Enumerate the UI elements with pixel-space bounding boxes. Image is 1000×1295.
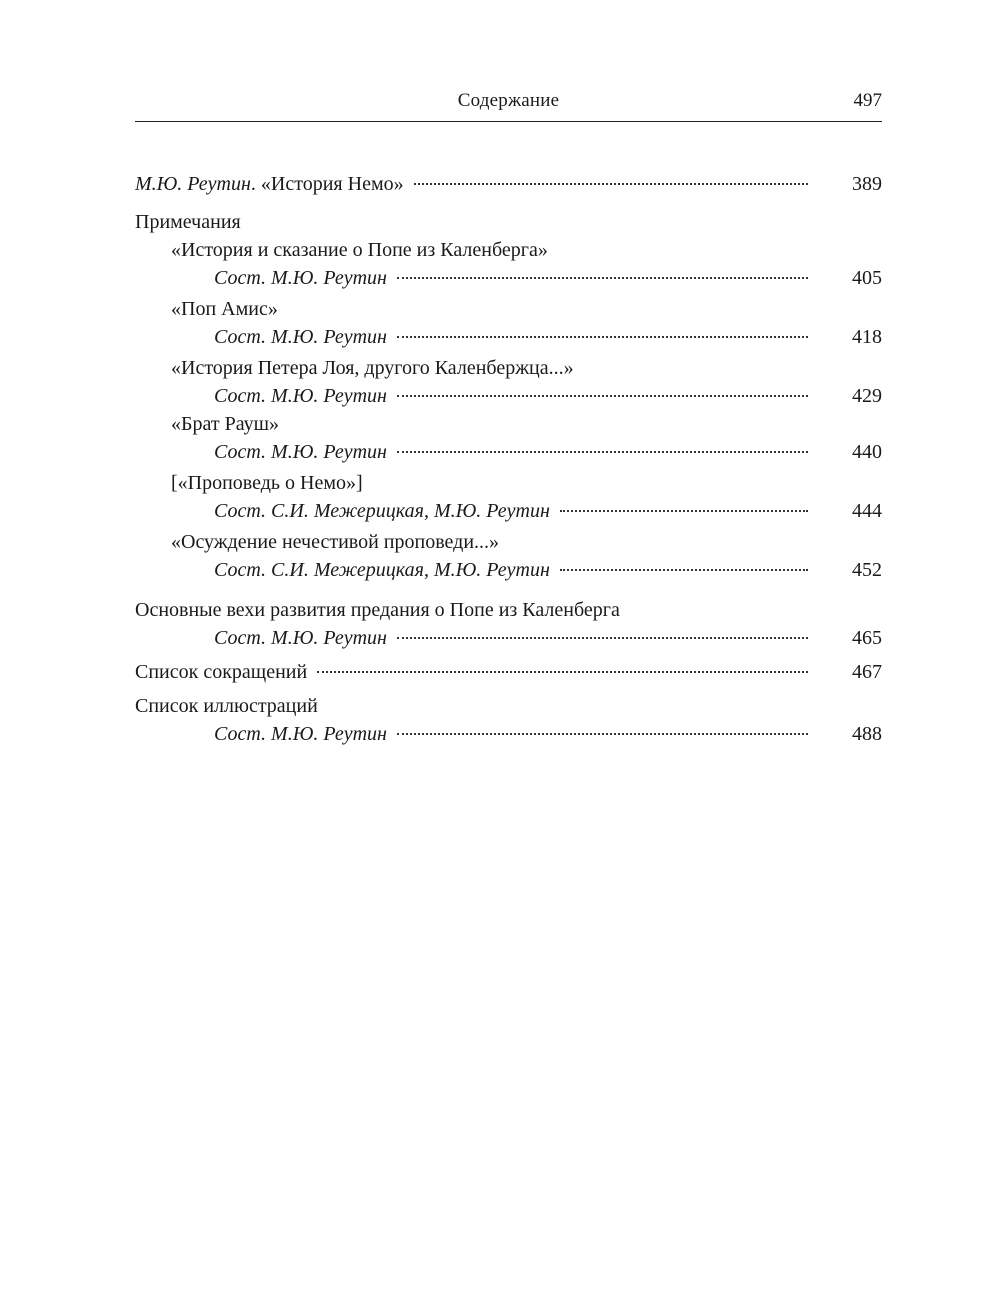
toc-note-compiler-line[interactable]: [135, 264, 882, 292]
toc-note-compiler-line[interactable]: [135, 438, 882, 466]
toc-page-number: 429: [852, 385, 882, 407]
dot-leader: [397, 733, 808, 735]
toc-note-title: «Брат Рауш»: [171, 413, 279, 435]
toc-note-title: «Осуждение нечестивой проповеди...»: [171, 531, 500, 553]
dot-leader: [397, 277, 808, 279]
toc-note-title: «История Петера Лоя, другого Каленбержца...»: [171, 357, 574, 379]
toc-page-number: 467: [852, 661, 882, 683]
toc-entry-title: . «История Немо»: [250, 173, 404, 195]
toc-page-number: 488: [852, 723, 882, 745]
toc-entry-title: Основные вехи развития предания о Попе из Каленберга: [135, 599, 620, 621]
toc-compiler: Сост. М.Ю. Реутин: [214, 326, 387, 348]
running-header: [135, 86, 882, 122]
toc-note-compiler-line[interactable]: [135, 556, 882, 584]
toc-entry-title: Список иллюстраций: [135, 695, 318, 717]
toc-compiler: Сост. М.Ю. Реутин: [214, 385, 387, 407]
toc-page-number: 452: [852, 559, 882, 581]
toc-page-number: 405: [852, 267, 882, 289]
toc-compiler: Сост. С.И. Межерицкая, М.Ю. Реутин: [214, 500, 550, 522]
dot-leader: [397, 637, 808, 639]
toc-compiler: Сост. М.Ю. Реутин: [214, 723, 387, 745]
dot-leader: [414, 183, 808, 185]
dot-leader: [560, 569, 808, 571]
toc-page-number: 444: [852, 500, 882, 522]
toc-note-title: [«Проповедь о Немо»]: [171, 472, 363, 494]
toc-entry-istoriya-nemo[interactable]: [135, 170, 882, 198]
toc-section-heading-notes: Примечания: [135, 211, 241, 233]
toc-entry-compiler-line[interactable]: [135, 720, 882, 748]
toc-compiler: Сост. М.Ю. Реутин: [214, 441, 387, 463]
dot-leader: [397, 395, 808, 397]
toc-note-compiler-line[interactable]: [135, 382, 882, 410]
toc-page-number: 465: [852, 627, 882, 649]
toc-note-title: «Поп Амис»: [171, 298, 278, 320]
toc-entry-abbreviations[interactable]: [135, 658, 882, 686]
toc-page-number: 440: [852, 441, 882, 463]
toc-compiler: Сост. М.Ю. Реутин: [214, 627, 387, 649]
dot-leader: [560, 510, 808, 512]
toc-compiler: Сост. С.И. Межерицкая, М.Ю. Реутин: [214, 559, 550, 581]
toc-entry-compiler-line[interactable]: [135, 624, 882, 652]
toc-note-compiler-line[interactable]: [135, 497, 882, 525]
toc-entry-text: [135, 170, 404, 198]
toc-note-title: «История и сказание о Попе из Каленберга»: [171, 239, 548, 261]
running-header-title: Содержание: [457, 90, 560, 111]
header-rule: [135, 121, 882, 122]
toc-entry-author: М.Ю. Реутин: [135, 173, 251, 195]
table-of-contents: [135, 170, 882, 748]
toc-entry-title: Список сокращений: [135, 661, 308, 683]
page-number: 497: [853, 90, 882, 111]
toc-page-number: 389: [852, 173, 882, 195]
dot-leader: [397, 336, 808, 338]
toc-compiler: Сост. М.Ю. Реутин: [214, 267, 387, 289]
dot-leader: [317, 671, 808, 673]
dot-leader: [397, 451, 808, 453]
toc-page-number: 418: [852, 326, 882, 348]
toc-note-compiler-line[interactable]: [135, 323, 882, 351]
